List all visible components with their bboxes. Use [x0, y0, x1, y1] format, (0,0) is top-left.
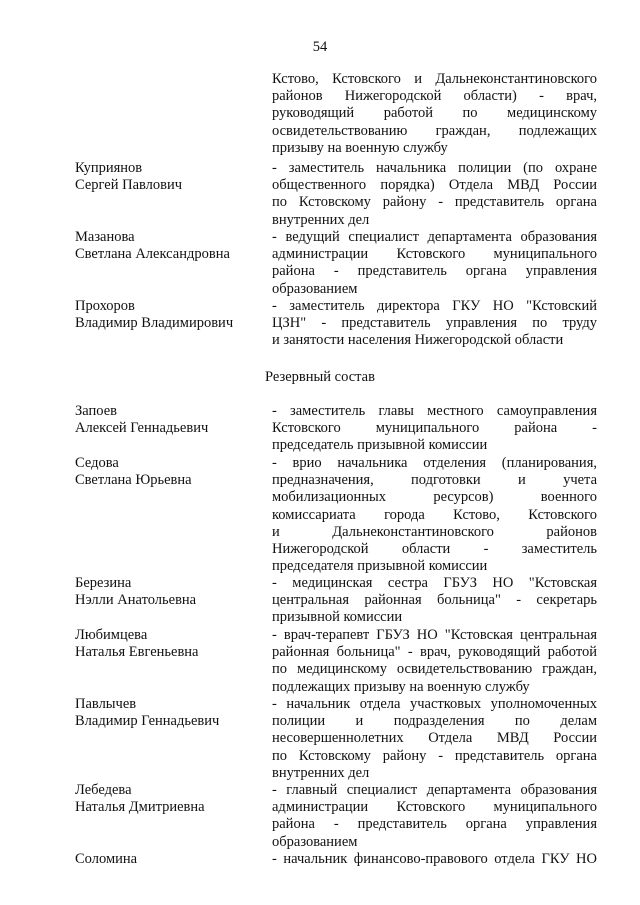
desc-line: - заместитель директора ГКУ НО "Кстовский [272, 298, 597, 314]
desc-line: призыву на военную службу [272, 139, 448, 156]
member-name [75, 575, 265, 609]
desc-line: администрации Кстовского муниципального [272, 799, 597, 816]
member-name [75, 403, 265, 437]
member-given-names: Наталья Дмитриевна [75, 799, 205, 816]
desc-line: - начальник отдела участковых уполномоченных [272, 696, 597, 712]
desc-line: председатель призывной комиссии [272, 437, 488, 454]
member-given-names: Алексей Геннадьевич [75, 420, 209, 437]
desc-line: района - представитель органа управления [272, 816, 597, 833]
member-name [75, 851, 265, 868]
desc-line: - врио начальника отделения (планирования, [272, 455, 597, 471]
desc-line: по Кстовскому району - представитель органа [272, 194, 597, 211]
desc-line: предназначения, подготовки и учета [272, 472, 597, 489]
desc-line: подлежащих призыву на военную службу [272, 678, 530, 695]
desc-line: ЦЗН" - представитель управления по труду [272, 315, 597, 332]
desc-line: центральная районная больница" - секретарь [272, 592, 597, 609]
member-surname: Павлычев [75, 696, 137, 712]
member-surname: Запоев [75, 403, 117, 419]
continuation-description [272, 71, 597, 157]
desc-line: и занятости населения Нижегородской области [272, 332, 564, 349]
member-description [272, 229, 597, 298]
member-name [75, 696, 265, 730]
member-description [272, 782, 597, 851]
desc-line: районная больница" - врач, руководящий работой [272, 644, 597, 661]
member-surname: Седова [75, 455, 119, 471]
desc-line: внутренних дел [272, 764, 370, 781]
desc-line: полиции и подразделения по делам [272, 713, 597, 730]
member-description [272, 403, 597, 455]
desc-line: руководящий работой по медицинскому [272, 105, 597, 122]
desc-line: - медицинская сестра ГБУЗ НО "Кстовская [272, 575, 597, 591]
desc-line: Нижегородской области - заместитель [272, 540, 597, 557]
member-given-names: Владимир Владимирович [75, 315, 234, 332]
desc-line: образованием [272, 280, 358, 297]
desc-line: по Кстовскому району - представитель органа [272, 747, 597, 764]
member-surname: Мазанова [75, 229, 135, 245]
desc-line: - заместитель главы местного самоуправления [272, 403, 597, 419]
page-number: 54 [312, 39, 328, 55]
member-surname: Любимцева [75, 627, 148, 643]
member-name [75, 298, 265, 332]
desc-line: администрации Кстовского муниципального [272, 246, 597, 263]
member-description [272, 575, 597, 627]
member-surname: Соломина [75, 851, 138, 867]
member-given-names: Наталья Евгеньевна [75, 644, 199, 661]
member-given-names: Светлана Юрьевна [75, 472, 192, 489]
member-name [75, 455, 265, 489]
desc-line: призывной комиссии [272, 609, 403, 626]
desc-line: комиссариата города Кстово, Кстовского [272, 506, 597, 523]
member-given-names: Светлана Александровна [75, 246, 230, 263]
member-surname: Куприянов [75, 160, 143, 176]
desc-line: председателя призывной комиссии [272, 558, 488, 575]
desc-line: внутренних дел [272, 211, 370, 228]
desc-line: - врач-терапевт ГБУЗ НО "Кстовская центральная [272, 627, 597, 643]
desc-line: по медицинскому освидетельствованию граждан, [272, 661, 597, 678]
member-name [75, 627, 265, 661]
member-given-names: Владимир Геннадьевич [75, 713, 220, 730]
member-given-names: Нэлли Анатольевна [75, 592, 197, 609]
desc-line: Кстово, Кстовского и Дальнеконстантиновского [272, 71, 597, 87]
desc-line: районов Нижегородской области) - врач, [272, 88, 597, 105]
desc-line: района - представитель органа управления [272, 263, 597, 280]
member-name [75, 229, 265, 263]
member-given-names: Сергей Павлович [75, 177, 183, 194]
member-description [272, 696, 597, 782]
desc-line: - ведущий специалист департамента образования [272, 229, 597, 245]
desc-line: Кстовского муниципального района - [272, 420, 597, 437]
member-surname: Березина [75, 575, 132, 591]
member-description [272, 160, 597, 229]
desc-line: освидетельствованию граждан, подлежащих [272, 122, 597, 139]
reserve-section-title: Резервный состав [265, 369, 375, 385]
desc-line: образованием [272, 833, 358, 850]
desc-line: - заместитель начальника полиции (по охране [272, 160, 597, 176]
desc-line: и Дальнеконстантиновского районов [272, 523, 597, 540]
desc-line: - главный специалист департамента образования [272, 782, 597, 798]
desc-line: несовершеннолетних Отдела МВД России [272, 730, 597, 747]
member-name [75, 782, 265, 816]
member-description [272, 627, 597, 696]
member-description [272, 851, 597, 868]
desc-line: - начальник финансово-правового отдела ГКУ НО [272, 851, 597, 867]
member-surname: Прохоров [75, 298, 135, 314]
member-surname: Лебедева [75, 782, 132, 798]
member-name [75, 160, 265, 194]
desc-line: мобилизационных ресурсов) военного [272, 489, 597, 506]
member-description [272, 455, 597, 575]
member-description [272, 298, 597, 350]
desc-line: общественного порядка) Отдела МВД России [272, 177, 597, 194]
